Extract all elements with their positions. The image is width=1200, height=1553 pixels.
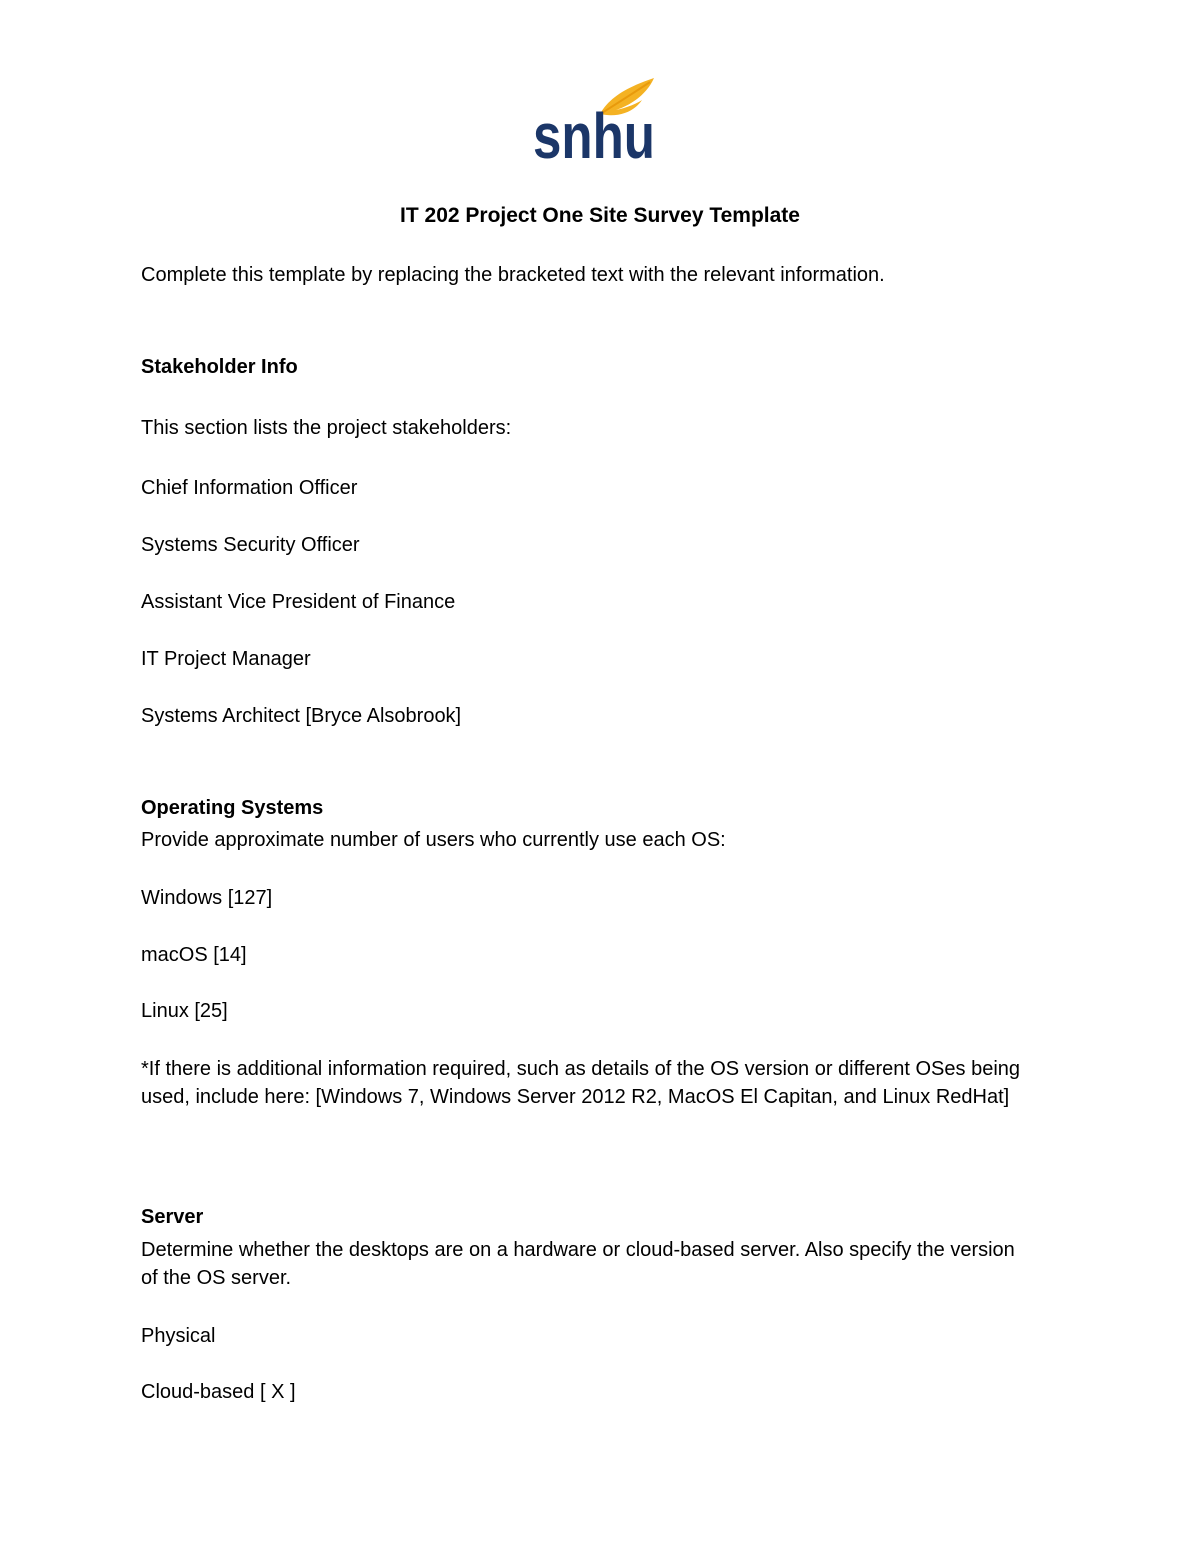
os-heading: Operating Systems <box>141 797 324 819</box>
stakeholder-item: IT Project Manager <box>141 648 311 670</box>
server-heading: Server <box>141 1206 204 1228</box>
server-option: Physical <box>141 1325 216 1347</box>
stakeholder-item: Assistant Vice President of Finance <box>141 591 456 613</box>
server-description: Determine whether the desktops are on a hardware or cloud-based server. Also specify the version of the OS server. <box>141 1239 1015 1289</box>
stakeholder-description: This section lists the project stakeholders: <box>141 417 512 439</box>
stakeholder-item: Chief Information Officer <box>141 477 358 499</box>
os-item: Windows [127] <box>141 887 273 909</box>
snhu-wordmark: snhu <box>533 100 655 172</box>
os-description: Provide approximate number of users who currently use each OS: <box>141 829 726 851</box>
stakeholder-heading: Stakeholder Info <box>141 356 298 378</box>
os-additional-note: *If there is additional information required, such as details of the OS version or different OSes being used, include here: [Windows 7, Windows Server 2012 R2, MacOS El Capitan, and Linux RedHat] <box>141 1058 1021 1108</box>
stakeholder-item: Systems Security Officer <box>141 534 360 556</box>
server-option: Cloud-based [ X ] <box>141 1381 296 1403</box>
document-title: IT 202 Project One Site Survey Template <box>400 204 800 227</box>
os-item: macOS [14] <box>141 944 247 966</box>
snhu-logo <box>530 74 660 172</box>
stakeholder-item: Systems Architect [Bryce Alsobrook] <box>141 705 462 727</box>
intro-instructions: Complete this template by replacing the bracketed text with the relevant information. <box>141 264 885 286</box>
os-item: Linux [25] <box>141 1000 228 1022</box>
